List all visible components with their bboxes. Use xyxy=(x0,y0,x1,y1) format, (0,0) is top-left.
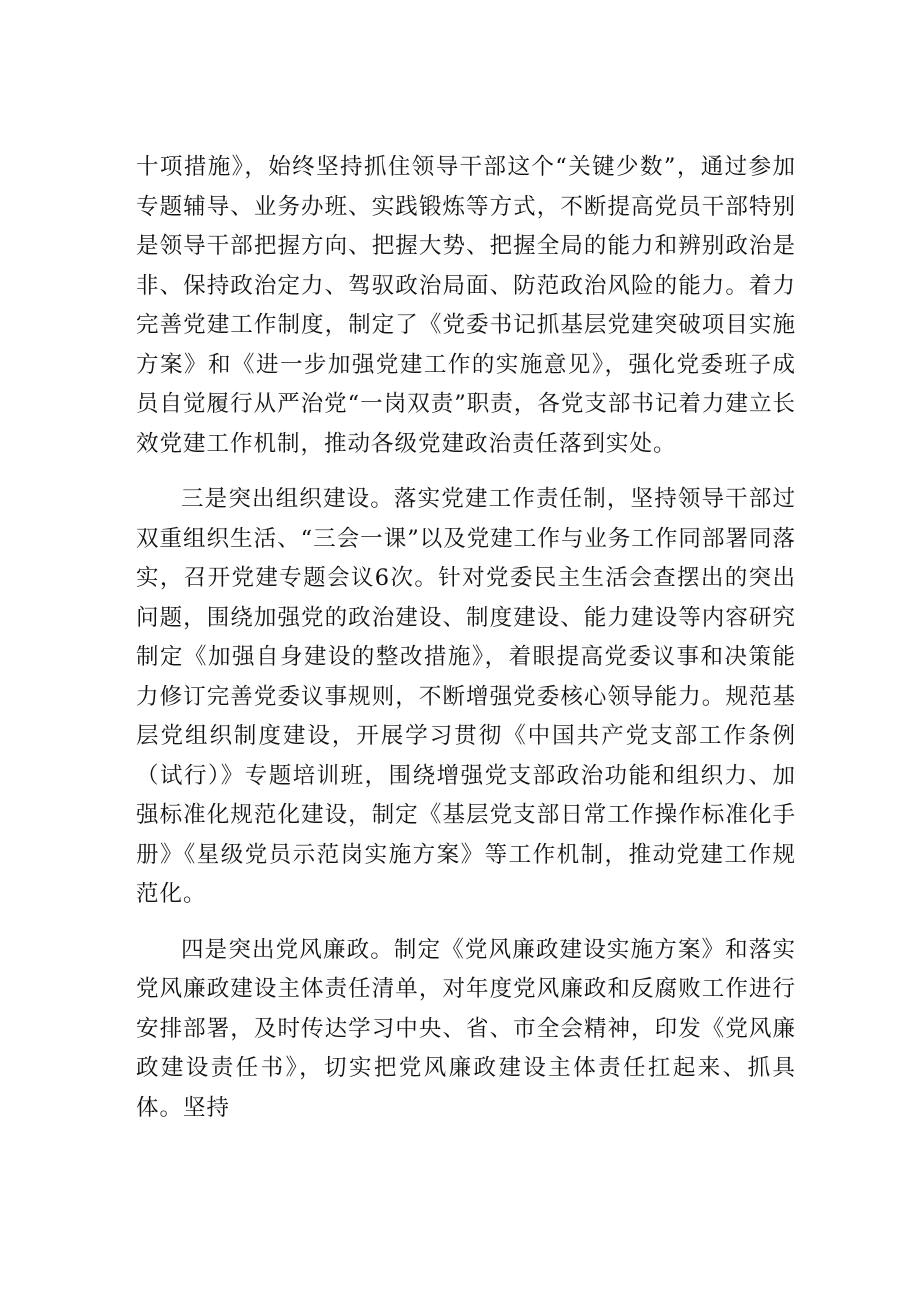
document-body xyxy=(136,148,796,1144)
paragraph-integrity-building: 四是突出党风廉政。制定《党风廉政建设实施方案》和落实党风廉政建设主体责任清单，对年度党风廉政和反腐败工作进行安排部署，及时传达学习中央、省、市全会精神，印发《党风廉政建设责任书》，切实把党风廉政建设主体责任扛起来、抓具体。坚持 xyxy=(136,936,796,1121)
paragraph-continuation: 十项措施》，始终坚持抓住领导干部这个“关键少数”，通过参加专题辅导、业务办班、实践锻炼等方式，不断提高党员干部特别是领导干部把握方向、把握大势、把握全局的能力和辨别政治是非、保持政治定力、驾驭政治局面、防范政治风险的能力。着力完善党建工作制度，制定了《党委书记抓基层党建突破项目实施方案》和《进一步加强党建工作的实施意见》，强化党委班子成员自觉履行从严治党“一岗双责”职责，各党支部书记着力建立长效党建工作机制，推动各级党建政治责任落到实处。 xyxy=(136,154,796,457)
paragraph-organization-building: 三是突出组织建设。落实党建工作责任制，坚持领导干部过双重组织生活、“三会一课”以及党建工作与业务工作同部署同落实，召开党建专题会议6次。针对党委民主生活会查摆出的突出问题，围绕加强党的政治建设、制度建设、能力建设等内容研究制定《加强自身建设的整改措施》，着眼提高党委议事和决策能力修订完善党委议事规则，不断增强党委核心领导能力。规范基层党组织制度建设，开展学习贯彻《中国共产党支部工作条例（试行）》专题培训班，围绕增强党支部政治功能和组织力、加强标准化规范化建设，制定《基层党支部日常工作操作标准化手册》《星级党员示范岗实施方案》等工作机制，推动党建工作规范化。 xyxy=(136,486,796,907)
